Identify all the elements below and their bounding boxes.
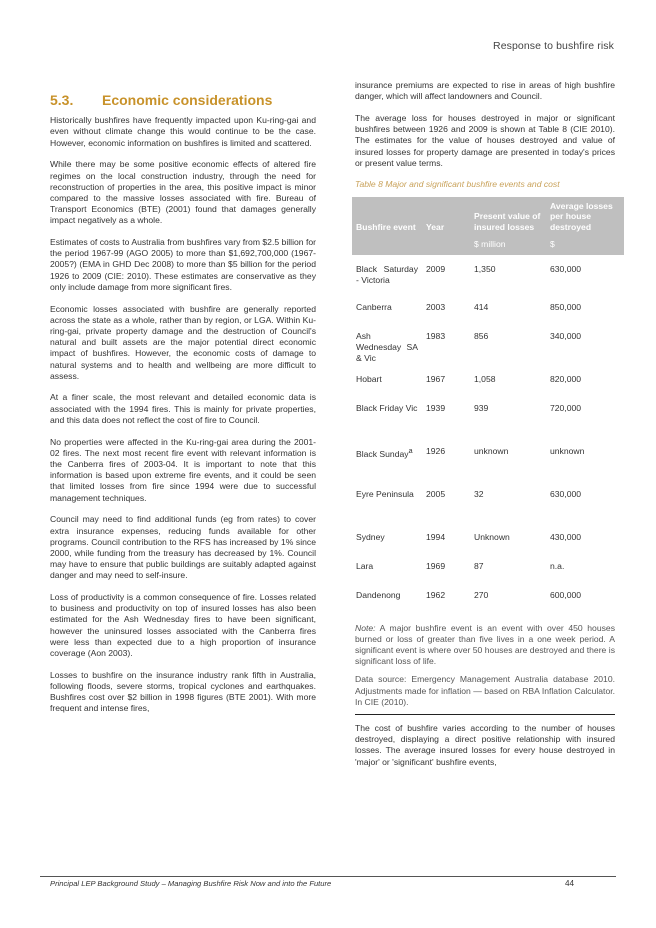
cell-value: 87 xyxy=(474,560,484,571)
table-row xyxy=(352,374,624,403)
note-text: A major bushfire event is an event with over 450 houses burned or loss of greater than five lives in a one week period. A significant event is where over 50 houses are destroyed and there is significant loss of life. xyxy=(355,622,615,667)
cell-value: unknown xyxy=(474,445,509,456)
cell-year: 2005 xyxy=(426,488,446,499)
unit-value: $ million xyxy=(474,239,506,250)
body-paragraph: No properties were affected in the Ku-ring-gai area during the 2001-02 fires. The next most recent fire event with relevant information is the Canberra fires of 2003-04. It is important to note that this information is based upon extreme fire events, and it could be seen that limited losses from fire since 1994 were due to successful management techniques. xyxy=(50,436,316,503)
right-column xyxy=(355,80,615,778)
header-year: Year xyxy=(426,221,445,232)
table-row xyxy=(352,446,624,489)
cell-avg: 600,000 xyxy=(550,589,582,600)
page-number: 44 xyxy=(565,879,575,888)
section-number: 5.3. xyxy=(50,92,74,108)
unit-avg: $ xyxy=(550,239,555,250)
cell-event: Black Saturday - Victoria xyxy=(356,263,418,285)
cell-value: Unknown xyxy=(474,531,510,542)
cell-year: 1967 xyxy=(426,373,446,384)
cell-value: 856 xyxy=(474,330,489,341)
cell-year: 2009 xyxy=(426,263,446,274)
cell-year: 1962 xyxy=(426,589,446,600)
event-name: Black Sunday xyxy=(356,448,409,459)
header-present-value: Present value of insured losses xyxy=(474,211,541,232)
cell-event: Dandenong xyxy=(356,589,401,600)
body-paragraph: Council may need to find additional funds (eg from rates) to cover extra insurance expenses, reducing funds available for other programs. Council contribution to the RFS has increased by 1% since 2000, while funding from the treasury has decreased by 1%. Council may have to ensure that public buildings are suitably adapted against danger and may need to self-insure. xyxy=(50,514,316,581)
table-note xyxy=(355,623,615,668)
cell-avg: 720,000 xyxy=(550,402,582,413)
body-paragraph: Estimates of costs to Australia from bushfires vary from $2.5 billion for the period 1967-99 (AGO 2005) to more than $1,692,700,000 (1967-2005?) (EMA in GHD Dec 2008) to more than $5 billion for the period 1926 to 2009 (CIE: 2010). These estimates are conservative as they only include damage from more significant fires. xyxy=(50,237,316,292)
cell-value: 270 xyxy=(474,589,489,600)
cell-value: 1,350 xyxy=(474,263,496,274)
section-title: Economic considerations xyxy=(102,92,273,108)
table-row xyxy=(352,302,624,331)
table-row xyxy=(352,590,624,619)
table-row xyxy=(352,255,624,302)
bushfire-table xyxy=(352,197,624,619)
table-row xyxy=(352,331,624,374)
table-row xyxy=(352,561,624,590)
cell-event: Ash Wednesday SA & Vic xyxy=(356,330,418,364)
cell-avg: n.a. xyxy=(550,560,565,571)
cell-year: 1926 xyxy=(426,445,446,456)
cell-avg: 340,000 xyxy=(550,330,582,341)
cell-event: Sydney xyxy=(356,531,385,542)
table-caption: Table 8 Major and significant bushfire events and cost xyxy=(355,179,560,190)
cell-year: 1969 xyxy=(426,560,446,571)
cell-value: 414 xyxy=(474,301,489,312)
body-paragraph: Loss of productivity is a common consequence of fire. Losses related to business and productivity on top of insured losses has also been estimated for the Ash Wednesday fires to have been significant, however the uninsured losses associated with the Canberra fires were less than expected due to a high proportion of insurance coverage (Aon 2003). xyxy=(50,592,316,659)
cell-avg: 630,000 xyxy=(550,488,582,499)
table-row xyxy=(352,403,624,446)
table-row xyxy=(352,532,624,561)
cell-avg: 630,000 xyxy=(550,263,582,274)
footer-title: Principal LEP Background Study – Managing Bushfire Risk Now and into the Future xyxy=(50,879,332,888)
cell-value: 939 xyxy=(474,402,489,413)
header-average-losses: Average losses per house destroyed xyxy=(550,200,613,232)
note-label: Note: xyxy=(355,622,376,633)
cell-avg: 430,000 xyxy=(550,531,582,542)
body-paragraph: Losses to bushfire on the insurance industry rank fifth in Australia, following floods, severe storms, tropical cyclones and earthquakes. Bushfires cost over $2 billion in 1998 figures (BTE 2001). With more frequent and intense fires, xyxy=(50,669,316,714)
cell-event: Eyre Peninsula xyxy=(356,488,414,499)
cell-event: Lara xyxy=(356,560,374,571)
divider xyxy=(355,714,615,715)
cell-year: 1994 xyxy=(426,531,446,542)
cell-avg: 820,000 xyxy=(550,373,582,384)
footer-rule xyxy=(40,876,616,877)
body-paragraph: Economic losses associated with bushfire are generally reported across the state as a whole, rather than by region, or LGA. Within Ku-ring-gai, private property damage and the destruction of Council's natural and built assets are the major potential direct economic impact of bushfires. However, the economic costs of damage to natural systems and to health and wellbeing are more difficult to assess. xyxy=(50,303,316,381)
cell-avg: 850,000 xyxy=(550,301,582,312)
cell-event: Hobart xyxy=(356,373,382,384)
table-row xyxy=(352,489,624,532)
cell-year: 1983 xyxy=(426,330,446,341)
cell-event xyxy=(352,446,422,489)
cell-avg: unknown xyxy=(550,445,585,456)
footnote-marker: a xyxy=(408,446,413,455)
body-paragraph: At a finer scale, the most relevant and detailed economic data is associated with the 1994 fires. This is mainly for private properties, and this data does not reflect the cost of fire to Council. xyxy=(50,392,316,425)
body-paragraph: The cost of bushfire varies according to the number of houses destroyed, displaying a direct positive relationship with insured losses. The average insured losses for every house destroyed in 'major' or 'significant' bushfire events, xyxy=(355,723,615,767)
left-column xyxy=(50,92,316,725)
cell-value: 32 xyxy=(474,488,484,499)
table-header-row xyxy=(352,197,624,236)
table-units-row xyxy=(352,235,624,255)
header-event: Bushfire event xyxy=(356,221,416,232)
cell-year: 1939 xyxy=(426,402,446,413)
cell-event: Black Friday Vic xyxy=(356,402,418,413)
section-heading xyxy=(50,92,316,108)
cell-value: 1,058 xyxy=(474,373,496,384)
body-paragraph: While there may be some positive economic effects of altered fire regimes on the local construction industry, through the need for reconstruction of properties in the area, this positive impact is minor compared to the massive losses associated with fire. Bureau of Transport Economics (BTE) (2001) found that damages generally impact negatively as a whole. xyxy=(50,159,316,226)
running-head: Response to bushfire risk xyxy=(493,40,614,52)
cell-year: 2003 xyxy=(426,301,446,312)
data-source: Data source: Emergency Management Australia database 2010. Adjustments made for inflation — based on RBA Inflation Calculator. In CIE (2010). xyxy=(355,674,615,707)
body-paragraph: The average loss for houses destroyed in major or significant bushfires between 1926 and 2009 is shown at Table 8 (CIE 2010). The estimates for the value of houses destroyed and value of insured losses for property damage are presented in today's prices or present value terms. xyxy=(355,112,615,168)
body-paragraph: insurance premiums are expected to rise in areas of high bushfire danger, which will affect landowners and Council. xyxy=(355,80,615,102)
cell-event: Canberra xyxy=(356,301,392,312)
body-paragraph: Historically bushfires have frequently impacted upon Ku-ring-gai and even without climate change this would continue to be the case. However, economic information on bushfires is limited and scattered. xyxy=(50,115,316,148)
